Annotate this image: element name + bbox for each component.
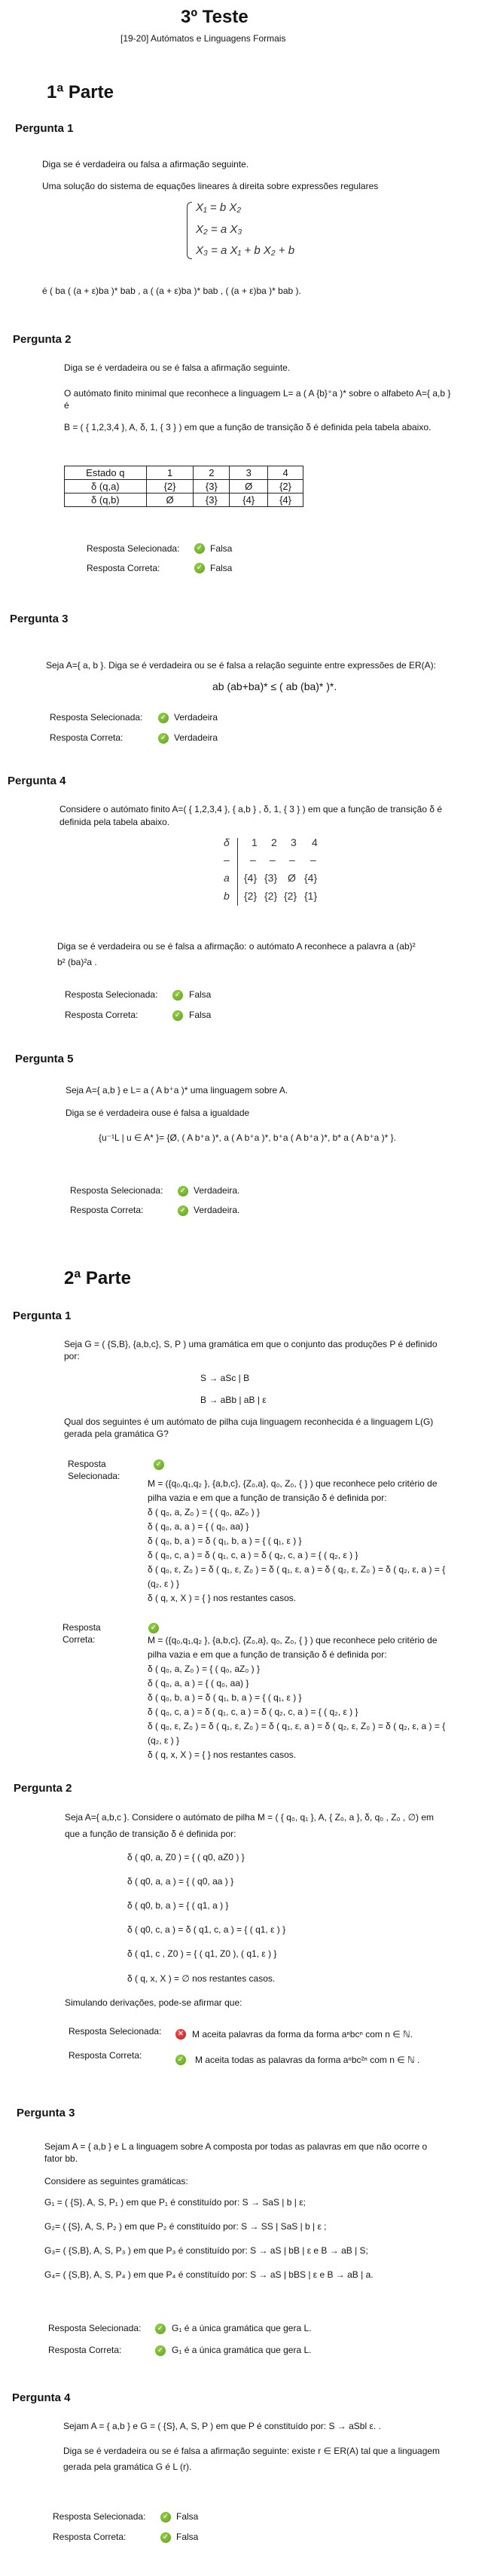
formula: ab (ab+ba)* ≤ ( ab (ba)* )*. xyxy=(212,680,337,692)
equation-line: X₃ = a X₁ + b X₂ + b xyxy=(196,244,295,257)
selected-answer-value: Falsa xyxy=(210,543,233,554)
grammar-definition: G₄= ( {S,B}, A, S, P₄ ) em que P₄ é constituído por: S → aS | bBS | ε e B → aB | a. xyxy=(44,2269,374,2280)
answer-line: δ ( q₀, b, a ) = δ ( q₁, b, a ) = { ( q₁, ε ) } xyxy=(148,1536,302,1546)
question-title: Pergunta 4 xyxy=(12,2391,71,2404)
question-text: é xyxy=(64,400,69,411)
table-cell: 3 xyxy=(230,466,268,480)
transition-matrix xyxy=(223,836,321,906)
correct-answer-value: Falsa xyxy=(210,563,233,573)
matrix-cell: 1 xyxy=(252,836,258,848)
answer-line: δ ( q, x, X ) = { } nos restantes casos. xyxy=(148,1749,297,1760)
correct-answer-label: Correta: xyxy=(63,1634,96,1645)
selected-answer-label: Resposta Selecionada: xyxy=(53,2511,146,2522)
matrix-cell: – xyxy=(270,854,276,866)
question-title: Pergunta 1 xyxy=(15,122,74,135)
selected-answer-value: M aceita palavras da forma da forma aⁿbcⁿ com n ∈ ℕ. xyxy=(192,2029,413,2040)
matrix-divider xyxy=(237,838,238,906)
transition-rule: δ ( q0, b, a ) = { ( q1, a ) } xyxy=(127,1900,229,1911)
question-text: gerada pela gramática G é L (r). xyxy=(63,2461,192,2472)
correct-answer-label: Resposta Correta: xyxy=(53,2532,127,2542)
table-cell: 2 xyxy=(194,466,230,480)
equation-brace xyxy=(187,202,192,259)
question-text: O autómato finito minimal que reconhece a linguagem L= a ( A {b}⁺a )* sobre o alfabeto A={ a,b } xyxy=(64,388,451,399)
table-cell: Ø xyxy=(230,480,268,494)
answer-line: δ ( q₀, ε, Z₀ ) = δ ( q₁, ε, Z₀ ) = δ ( q₁, ε, a ) = δ ( q₂, ε, Z₀ ) = δ ( q₂, ε, a ) = { xyxy=(148,1564,446,1575)
answer-line: δ ( q₀, c, a ) = δ ( q₁, c, a ) = δ ( q₂, c, a ) = { ( q₂, ε ) } xyxy=(148,1550,358,1560)
table-row xyxy=(65,466,303,480)
selected-answer-label: Resposta Selecionada: xyxy=(48,2323,142,2333)
question-title: Pergunta 2 xyxy=(13,333,72,346)
matrix-cell: {3} xyxy=(264,872,278,884)
question-text: Diga se é verdadeira ou se é falsa a afirmação seguinte: existe r ∈ ER(A) tal que a linguagem xyxy=(63,2446,441,2456)
page-title: 3º Teste xyxy=(181,7,249,27)
formula: {u⁻¹L | u ∈ A* }= {Ø, ( A b⁺a )*, a ( A b⁺a )*, b⁺a ( A b⁺a )*, b* a ( A b⁺a )* }. xyxy=(99,1132,397,1143)
grammar-rule: B → aBb | aB | ε xyxy=(200,1395,267,1405)
check-circle-icon: ✓ xyxy=(178,1205,188,1216)
selected-answer-value: Verdadeira. xyxy=(194,1185,240,1196)
table-cell: δ (q,b) xyxy=(65,494,147,507)
table-row xyxy=(65,494,303,507)
correct-answer-label: Resposta Correta: xyxy=(48,2345,122,2355)
answer-line: δ ( q₀, ε, Z₀ ) = δ ( q₁, ε, Z₀ ) = δ ( q₁, ε, a ) = δ ( q₂, ε, Z₀ ) = δ ( q₂, ε, a ) = { xyxy=(148,1721,446,1731)
question-text: Diga se é verdadeira ou se é falsa a afirmação seguinte. xyxy=(64,362,291,373)
answer-line: pilha vazia e em que a função de transição δ é definida por: xyxy=(148,1649,387,1660)
question-text: Seja G = ( {S,B}, {a,b,c}, S, P ) uma gramática em que o conjunto das produções P é definido xyxy=(64,1339,438,1349)
question-text: b² (ba)²a . xyxy=(57,957,97,967)
selected-answer-label: Resposta Selecionada: xyxy=(87,543,180,554)
check-circle-icon: ✓ xyxy=(172,1010,183,1021)
selected-answer-label: Resposta Selecionada: xyxy=(70,1185,163,1196)
selected-answer-label: Resposta Selecionada: xyxy=(50,712,143,723)
table-cell: {2} xyxy=(146,480,194,494)
answer-line: δ ( q₀, a, Z₀ ) = { ( q₀, aZ₀ ) } xyxy=(148,1664,260,1674)
question-title: Pergunta 3 xyxy=(10,613,69,625)
correct-answer-value: Verdadeira. xyxy=(194,1205,240,1215)
matrix-cell: a xyxy=(224,872,230,884)
matrix-cell: 2 xyxy=(271,836,277,848)
question-text: Seja A={ a, b }. Diga se é verdadeira ou se é falsa a relação seguinte entre expressões de ER(A): xyxy=(46,660,436,671)
matrix-cell: {2} xyxy=(264,890,278,902)
x-circle-icon: ✕ xyxy=(175,2029,186,2040)
selected-answer-value: G₁ é a única gramática que gera L. xyxy=(172,2323,312,2333)
matrix-cell: 4 xyxy=(312,836,318,848)
answer-line: δ ( q₀, a, a ) = { ( q₀, aa) } xyxy=(148,1521,249,1532)
question-title: Pergunta 1 xyxy=(13,1309,72,1322)
correct-answer-value: Verdadeira xyxy=(174,732,218,743)
matrix-cell: {1} xyxy=(304,890,318,902)
matrix-cell: Ø xyxy=(288,872,296,884)
check-circle-icon: ✓ xyxy=(158,713,169,723)
matrix-cell: b xyxy=(224,890,230,902)
correct-answer-value: Falsa xyxy=(189,1010,212,1020)
check-circle-icon: ✓ xyxy=(175,2055,186,2065)
check-circle-icon: ✓ xyxy=(178,1186,188,1196)
correct-answer-value: M aceita todas as palavras da forma aⁿbc²ⁿ com n ∈ ℕ . xyxy=(195,2055,420,2065)
answer-line: (q₂, ε ) } xyxy=(148,1578,180,1589)
transition-rule: δ ( q0, a, Z0 ) = { ( q0, aZ0 ) } xyxy=(127,1852,245,1862)
table-cell: {2} xyxy=(268,480,303,494)
check-circle-icon: ✓ xyxy=(194,543,205,554)
table-cell: Estado q xyxy=(65,466,147,480)
question-text: Seja A={ a,b,c }. Considere o autómato de pilha M = ( { q₀, q₁ }, A, { Z₀, a }, δ, q₀ , Z₀ , ∅) em xyxy=(65,1812,435,1823)
correct-answer-value xyxy=(148,1633,445,1762)
check-circle-icon: ✓ xyxy=(154,1459,164,1470)
matrix-cell: 3 xyxy=(291,836,297,848)
table-cell: {3} xyxy=(194,494,230,507)
answer-line: δ ( q₀, a, a ) = { ( q₀, aa) } xyxy=(148,1678,249,1688)
grammar-definition: G₃= ( {S,B}, A, S, P₃ ) em que P₃ é constituído por: S → aS | bB | ε e B → aB | S; xyxy=(44,2245,368,2256)
question-title: Pergunta 2 xyxy=(14,1782,72,1795)
equation-line: X₁ = b X₂ xyxy=(196,201,242,214)
matrix-cell: {4} xyxy=(304,872,318,884)
table-cell: Ø xyxy=(146,494,194,507)
matrix-cell: – xyxy=(224,854,230,866)
answer-line: M = ({q₀,q₁,q₂ }, {a,b,c}, {Z₀,a}, q₀, Z₀, { } ) que reconhece pelo critério de xyxy=(148,1635,438,1646)
check-circle-icon: ✓ xyxy=(160,2512,171,2523)
correct-answer-label: Resposta Correta: xyxy=(87,563,160,573)
correct-answer-label: Resposta Correta: xyxy=(50,732,124,743)
matrix-cell: – xyxy=(289,854,295,866)
answer-line: δ ( q₀, a, Z₀ ) = { ( q₀, aZ₀ ) } xyxy=(148,1507,260,1517)
table-cell: {3} xyxy=(194,480,230,494)
matrix-cell: – xyxy=(250,854,256,866)
matrix-cell: {2} xyxy=(244,890,258,902)
correct-answer-value: G₁ é a única gramática que gera L. xyxy=(172,2345,312,2355)
matrix-cell: δ xyxy=(224,836,230,848)
question-text: Considere o autómato finito A=( { 1,2,3,4 }, { a,b } , δ, 1, { 3 } ) em que a função de transição δ é xyxy=(59,804,443,814)
transition-table xyxy=(64,466,303,507)
selected-answer-value: Falsa xyxy=(176,2511,199,2522)
question-title: Pergunta 4 xyxy=(8,775,66,787)
page-subtitle: [19-20] Autómatos e Linguagens Formais xyxy=(120,33,286,44)
transition-rule: δ ( q0, c, a ) = δ ( q1, c, a ) = { ( q1, ε ) } xyxy=(127,1924,286,1935)
transition-rule: δ ( q1, c , Z0 ) = { ( q1, Z0 ), ( q1, ε ) } xyxy=(127,1948,277,1959)
answer-line: pilha vazia e em que a função de transição δ é definida por: xyxy=(148,1493,387,1503)
matrix-cell: {4} xyxy=(244,872,258,884)
question-text: gerada pela gramática G? xyxy=(64,1429,169,1439)
question-text: B = ( { 1,2,3,4 }, A, δ, 1, { 3 } ) em que a função de transição δ é definida pela tabela abaixo. xyxy=(64,422,431,432)
table-cell: {4} xyxy=(268,494,303,507)
answer-line: (q₂, ε ) } xyxy=(148,1735,180,1746)
check-circle-icon: ✓ xyxy=(194,563,205,573)
selected-answer-value xyxy=(148,1477,445,1606)
question-text: Diga se é verdadeira ou se é falsa a afirmação: o autómato A reconhece a palavra a (ab)² xyxy=(57,941,416,952)
check-circle-icon: ✓ xyxy=(148,1623,159,1633)
equation-line: X₂ = a X₃ xyxy=(196,223,242,236)
grammar-definition: G₁ = ( {S}, A, S, P₁ ) em que P₁ é constituído por: S → SaS | b | ε; xyxy=(44,2197,306,2208)
question-text: Simulando derivações, pode-se afirmar que: xyxy=(65,1997,242,2008)
check-circle-icon: ✓ xyxy=(160,2532,171,2543)
question-text: Diga se é verdadeira ouse é falsa a igualdade xyxy=(66,1108,250,1118)
selected-answer-value: Falsa xyxy=(189,989,212,1000)
correct-answer-label: Resposta xyxy=(63,1622,101,1633)
question-text: fator bb. xyxy=(44,2153,78,2164)
table-cell: {4} xyxy=(230,494,268,507)
selected-answer-label: Resposta xyxy=(68,1459,106,1469)
part-1-heading: 1ª Parte xyxy=(47,82,114,102)
table-cell: 1 xyxy=(146,466,194,480)
question-text: Sejam A = { a,b } e L a linguagem sobre A composta por todas as palavras em que não ocorre o xyxy=(44,2141,428,2152)
grammar-definition: G₂= ( {S}, A, S, P₂ ) em que P₂ é constituído por: S → SS | SaS | b | ε ; xyxy=(44,2221,327,2232)
transition-rule: δ ( q0, a, a ) = { ( q0, aa ) } xyxy=(127,1876,234,1887)
question-text: Seja A={ a,b } e L= a ( A b⁺a )* uma linguagem sobre A. xyxy=(66,1085,288,1095)
selected-answer-label: Resposta Selecionada: xyxy=(65,989,158,1000)
selected-answer-value: Verdadeira xyxy=(174,712,218,723)
answer-line: δ ( q, x, X ) = { } nos restantes casos. xyxy=(148,1593,297,1603)
table-cell: 4 xyxy=(268,466,303,480)
question-text: Sejam A = { a,b } e G = ( {S}, A, S, P ) em que P é constituído por: S → aSbl ε. . xyxy=(63,2421,381,2431)
question-text: Diga se é verdadeira ou falsa a afirmação seguinte. xyxy=(42,159,249,170)
question-text: Qual dos seguintes é um autómato de pilha cuja linguagem reconhecida é a linguagem L(G) xyxy=(64,1416,434,1427)
question-text: que a função de transição δ é definida por: xyxy=(65,1829,236,1839)
answer-line: M = ({q₀,q₁,q₂ }, {a,b,c}, {Z₀,a}, q₀, Z₀, { } ) que reconhece pelo critério de xyxy=(148,1478,438,1489)
question-text: é ( ba ( (a + ε)ba )* bab , a ( (a + ε)ba )* bab , ( (a + ε)ba )* bab ). xyxy=(42,286,301,296)
matrix-cell: – xyxy=(310,854,316,866)
correct-answer-label: Resposta Correta: xyxy=(70,1205,144,1215)
check-circle-icon: ✓ xyxy=(155,2324,166,2334)
selected-answer-label: Resposta Selecionada: xyxy=(69,2026,162,2037)
transition-rule: δ ( q, x, X ) = ∅ nos restantes casos. xyxy=(127,1973,276,1984)
check-circle-icon: ✓ xyxy=(155,2345,166,2356)
check-circle-icon: ✓ xyxy=(158,733,169,744)
answer-line: δ ( q₀, b, a ) = δ ( q₁, b, a ) = { ( q₁, ε ) } xyxy=(148,1692,302,1703)
question-text: por: xyxy=(64,1351,80,1361)
correct-answer-label: Resposta Correta: xyxy=(69,2050,142,2061)
answer-line: δ ( q₀, c, a ) = δ ( q₁, c, a ) = δ ( q₂, c, a ) = { ( q₂, ε ) } xyxy=(148,1707,358,1717)
question-title: Pergunta 3 xyxy=(17,2107,75,2119)
question-text: Considere as seguintes gramáticas: xyxy=(44,2176,188,2186)
selected-answer-label: Selecionada: xyxy=(68,1471,120,1481)
matrix-cell: {2} xyxy=(284,890,297,902)
table-cell: δ (q,a) xyxy=(65,480,147,494)
part-2-heading: 2ª Parte xyxy=(64,1268,131,1288)
question-text: definida pela tabela abaixo. xyxy=(59,817,170,827)
correct-answer-value: Falsa xyxy=(176,2532,199,2542)
table-row xyxy=(65,480,303,494)
grammar-rule: S → aSc | B xyxy=(200,1373,250,1383)
question-title: Pergunta 5 xyxy=(15,1053,74,1065)
check-circle-icon: ✓ xyxy=(172,990,183,1001)
correct-answer-label: Resposta Correta: xyxy=(65,1010,139,1020)
question-text: Uma solução do sistema de equações lineares à direita sobre expressões regulares xyxy=(42,181,379,191)
